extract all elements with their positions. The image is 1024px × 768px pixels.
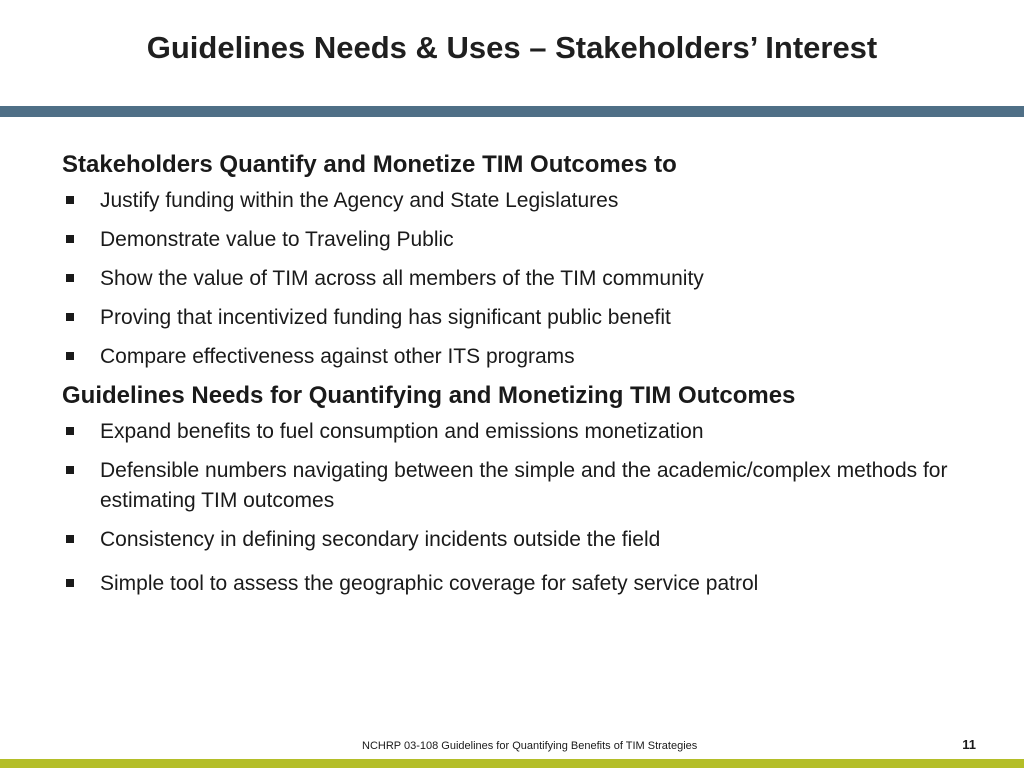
square-bullet-icon	[66, 352, 74, 360]
list-item	[62, 417, 992, 447]
square-bullet-icon	[66, 466, 74, 474]
square-bullet-icon	[66, 274, 74, 282]
list-item-text: Justify funding within the Agency and State Legislatures	[100, 189, 619, 212]
list-item-text: Expand benefits to fuel consumption and emissions monetization	[100, 420, 704, 443]
square-bullet-icon	[66, 196, 74, 204]
square-bullet-icon	[66, 235, 74, 243]
list-item-text: Defensible numbers navigating between the simple and the academic/complex methods for estimating TIM outcomes	[100, 459, 948, 512]
list-item-text: Demonstrate value to Traveling Public	[100, 228, 454, 251]
section-heading-stakeholders: Stakeholders Quantify and Monetize TIM Outcomes to	[62, 151, 677, 178]
list-item	[62, 264, 992, 294]
list-item-text: Show the value of TIM across all members of the TIM community	[100, 267, 704, 290]
slide-content	[62, 150, 992, 608]
square-bullet-icon	[66, 535, 74, 543]
list-item	[62, 525, 992, 555]
square-bullet-icon	[66, 313, 74, 321]
section-heading-guidelines-needs: Guidelines Needs for Quantifying and Monetizing TIM Outcomes	[62, 382, 796, 409]
list-item-text: Simple tool to assess the geographic coverage for safety service patrol	[100, 572, 759, 595]
list-item-text: Compare effectiveness against other ITS programs	[100, 345, 575, 368]
list-item	[62, 186, 992, 216]
list-item-text: Proving that incentivized funding has significant public benefit	[100, 306, 671, 329]
bottom-divider	[0, 759, 1024, 768]
title-divider	[0, 106, 1024, 117]
list-item	[62, 569, 992, 599]
stakeholder-bullet-list	[62, 186, 992, 372]
list-item	[62, 225, 992, 255]
footer-text: NCHRP 03-108 Guidelines for Quantifying Benefits of TIM Strategies	[362, 740, 698, 752]
square-bullet-icon	[66, 427, 74, 435]
slide-title: Guidelines Needs & Uses – Stakeholders’ Interest	[146, 30, 878, 65]
guidelines-needs-bullet-list	[62, 417, 992, 599]
list-item-text: Consistency in defining secondary incidents outside the field	[100, 528, 661, 551]
list-item	[62, 456, 992, 516]
square-bullet-icon	[66, 579, 74, 587]
list-item	[62, 342, 992, 372]
page-number: 11	[962, 737, 976, 752]
list-item	[62, 303, 992, 333]
